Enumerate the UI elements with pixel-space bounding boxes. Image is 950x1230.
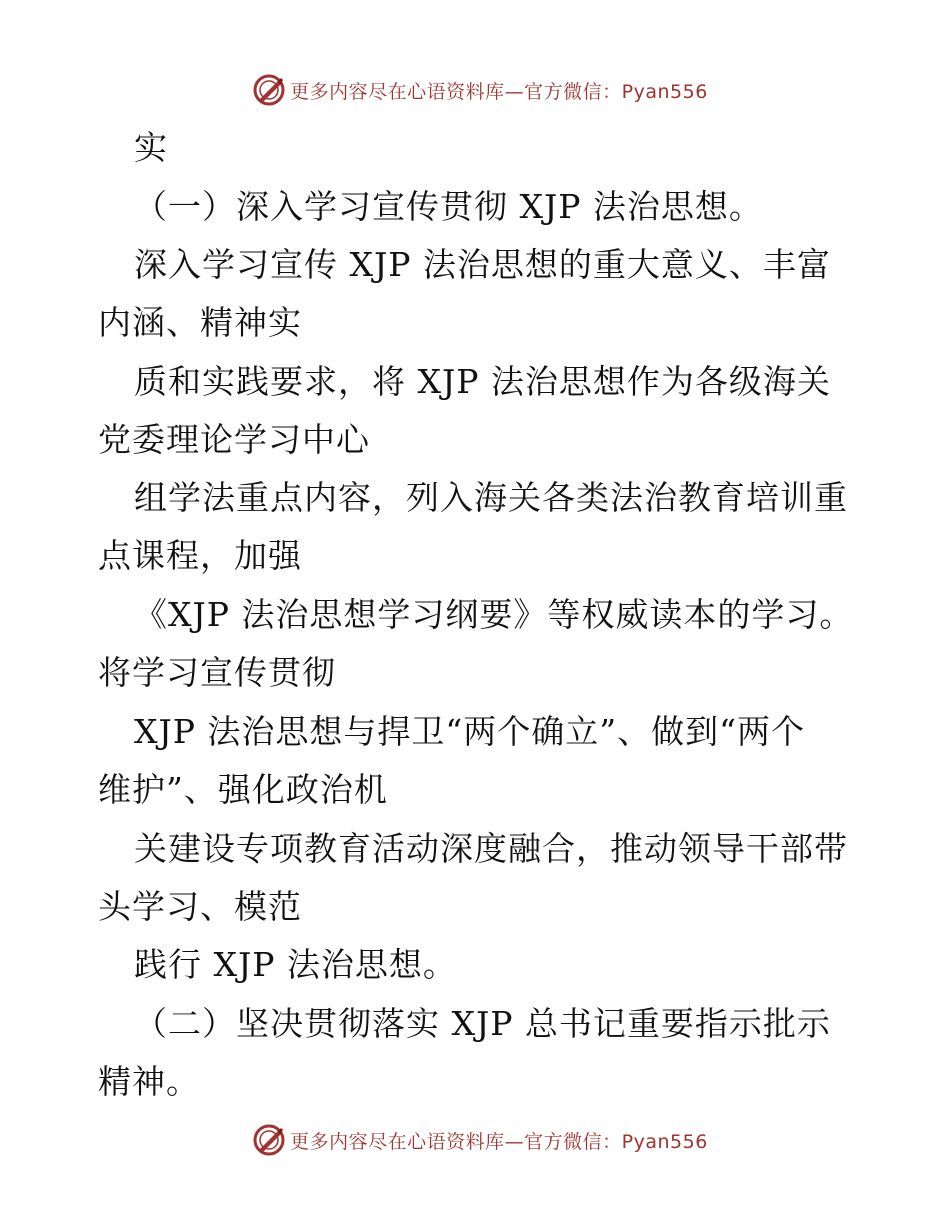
text-line: 维护”、强化政治机 (98, 770, 388, 809)
text-line: 质和实践要求，将 XJP 法治思想作为各级海关 (134, 362, 831, 401)
text-line: 头学习、模范 (98, 887, 302, 926)
text-line: 关建设专项教育活动深度融合，推动领导干部带 (134, 829, 848, 868)
footer-banner-text: 更多内容尽在心语资料库—官方微信：Pyan556 (290, 1130, 708, 1153)
section-heading: （一）深入学习宣传贯彻 XJP 法治思想。 (134, 187, 763, 226)
text-line: 内涵、精神实 (98, 303, 302, 342)
text-line: 践行 XJP 法治思想。 (134, 945, 457, 984)
section-heading: （二）坚决贯彻落实 XJP 总书记重要指示批示 (134, 1004, 831, 1043)
text-line: 将学习宣传贯彻 (98, 653, 336, 692)
text-line: 精神。 (98, 1062, 200, 1101)
text-line: 实 (134, 128, 168, 167)
red-pen-logo-icon (252, 1123, 286, 1157)
header-banner-text: 更多内容尽在心语资料库—官方微信：Pyan556 (290, 80, 708, 103)
text-line: 组学法重点内容，列入海关各类法治教育培训重 (134, 478, 848, 517)
text-line: 党委理论学习中心 (98, 420, 370, 459)
text-line: 深入学习宣传 XJP 法治思想的重大意义、丰富 (134, 245, 831, 284)
text-line: 《XJP 法治思想学习纲要》等权威读本的学习。 (134, 595, 854, 634)
text-line: XJP 法治思想与捍卫“两个确立”、做到“两个 (134, 712, 806, 751)
text-line: 点课程，加强 (98, 536, 302, 575)
footer-banner (0, 1122, 950, 1158)
